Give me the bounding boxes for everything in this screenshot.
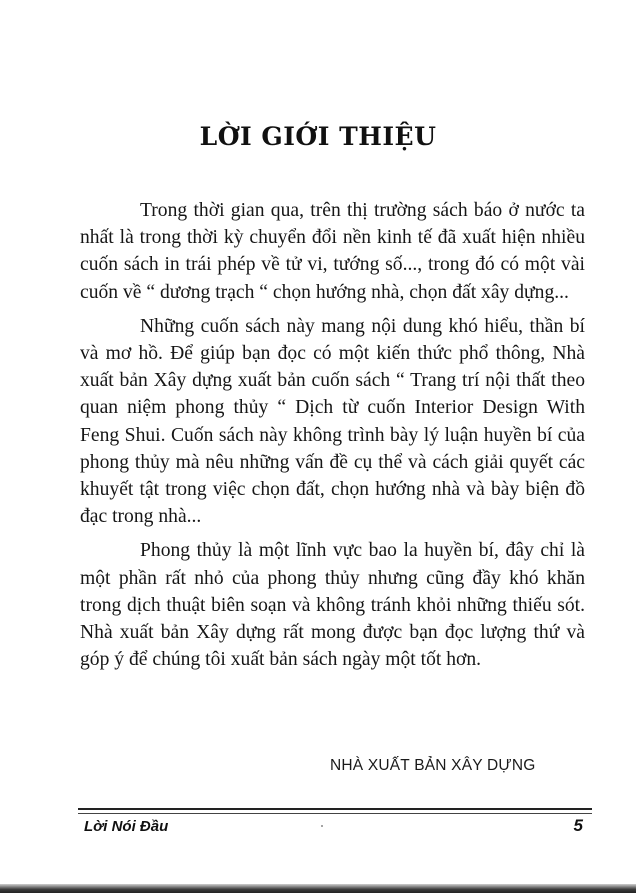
publisher-signature: NHÀ XUẤT BẢN XÂY DỰNG xyxy=(330,757,536,774)
paragraph-2: Những cuốn sách này mang nội dung khó hiểu, thần bí và mơ hồ. Để giúp bạn đọc có một kiến thức phổ thông, Nhà xuất bản Xây dựng xuất bản cuốn sách “ Trang trí nội thất theo quan niệm phong thủy “ Dịch từ cuốn Interior Design With Feng Shui. Cuốn sách này không trình bày lý luận huyền bí của phong thủy mà nêu những vấn đề cụ thể và cách giải quyết các khuyết tật trong việc chọn đất, chọn hướng nhà và bày biện đồ đạc trong nhà... xyxy=(80,315,585,528)
paragraph-1: Trong thời gian qua, trên thị trường sách báo ở nước ta nhất là trong thời kỳ chuyển đổi nền kinh tế đã xuất hiện nhiều cuốn sách in trái phép về tử vi, tướng số..., trong đó có một vài cuốn về “ dương trạch “ chọn hướng nhà, chọn đất xây dựng... xyxy=(80,200,585,303)
page-number: 5 xyxy=(573,816,583,835)
scan-edge-shadow xyxy=(0,884,636,893)
footer-section-title: Lời Nói Đầu xyxy=(84,818,169,835)
scan-speck xyxy=(321,825,323,827)
paragraph-3: Phong thủy là một lĩnh vực bao la huyền bí, đây chỉ là một phần rất nhỏ của phong thủy nhưng cũng đầy khó khăn trong dịch thuật biên soạn và không tránh khỏi những thiếu sót. Nhà xuất bản Xây dựng rất mong được bạn đọc lượng thứ và góp ý để chúng tôi xuất bản sách ngày một tốt hơn. xyxy=(80,540,585,671)
footer-divider xyxy=(78,808,592,814)
page-title: LỜI GIỚI THIỆU xyxy=(199,122,437,151)
body-text xyxy=(80,197,585,680)
